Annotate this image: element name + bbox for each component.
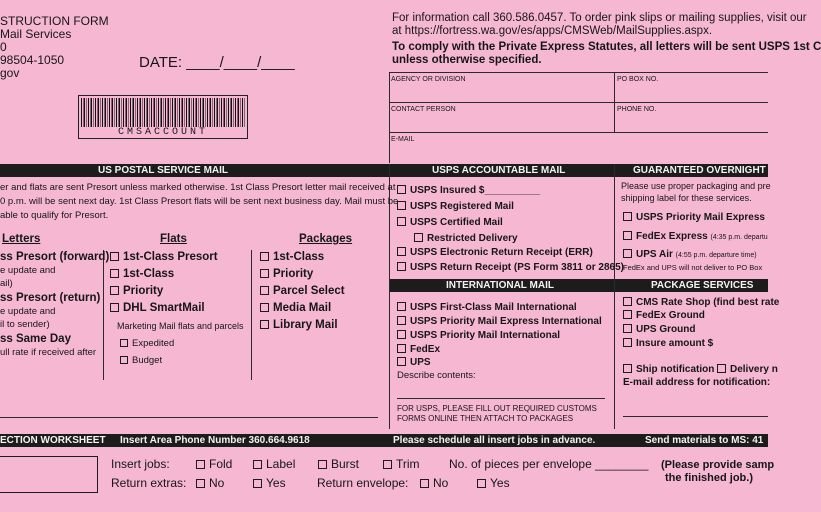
return-extras-no[interactable]: No [196, 477, 224, 489]
accountable-option[interactable]: USPS Electronic Return Receipt (ERR) [397, 247, 593, 258]
packages-option[interactable]: Media Mail [260, 303, 331, 315]
international-heading-bar [390, 279, 614, 292]
worksheet-heading: ECTION WORKSHEET [0, 435, 106, 446]
checkbox[interactable] [120, 339, 128, 347]
packages-option[interactable]: Library Mail [260, 320, 338, 332]
international-option[interactable]: USPS Priority Mail Express International [397, 316, 602, 327]
overnight-note-1: Please use proper packaging and pre [621, 181, 771, 191]
international-option[interactable]: USPS Priority Mail International [397, 330, 560, 341]
po-box-field[interactable]: PO BOX NO. [617, 76, 659, 83]
package-service-option[interactable]: UPS Ground [623, 324, 695, 335]
comply-line-1: To comply with the Private Express Statutes, all letters will be sent USPS 1st C [392, 41, 821, 53]
flats-option[interactable]: 1st-Class Presort [110, 252, 218, 264]
insert-phone: Insert Area Phone Number 360.664.9618 [120, 435, 310, 446]
org-name: Mail Services [0, 27, 72, 41]
flats-option[interactable]: Priority [110, 286, 163, 298]
accountable-heading: USPS ACCOUNTABLE MAIL [432, 165, 566, 176]
accountable-option[interactable]: USPS Certified Mail [397, 217, 503, 228]
checkbox[interactable] [623, 297, 632, 306]
checkbox[interactable] [260, 269, 269, 278]
international-option[interactable]: FedEx [397, 344, 440, 355]
date-field[interactable]: DATE: ____/____/____ [139, 54, 295, 71]
checkbox[interactable] [623, 310, 632, 319]
checkbox[interactable] [397, 330, 406, 339]
overnight-option[interactable]: UPS Air (4:55 p.m. departure time) [623, 249, 757, 260]
us-postal-heading: US POSTAL SERVICE MAIL [98, 165, 229, 176]
accountable-option[interactable]: Restricted Delivery [414, 233, 518, 244]
overnight-option[interactable]: FedEx Express (4:35 p.m. departu [623, 231, 768, 242]
notification-email-label: E-mail address for notification: [623, 377, 771, 388]
return-envelope-yes[interactable]: Yes [477, 477, 510, 489]
letters-note: ail) [0, 278, 13, 289]
international-option[interactable]: UPS [397, 357, 431, 368]
checkbox[interactable] [260, 286, 269, 295]
checkbox[interactable] [477, 479, 486, 488]
checkbox[interactable] [397, 357, 406, 366]
checkbox[interactable] [260, 252, 269, 261]
accountable-option[interactable]: USPS Insured $__________ [397, 185, 540, 196]
letters-note: ull rate if received after [0, 347, 97, 358]
barcode-bars [81, 98, 245, 127]
checkbox[interactable] [623, 324, 632, 333]
us-postal-heading-bar [0, 164, 389, 177]
return-envelope-no[interactable]: No [420, 477, 448, 489]
checkbox[interactable] [397, 217, 406, 226]
marketing-mail-label: Marketing Mail flats and parcels [117, 321, 244, 331]
checkbox[interactable] [717, 364, 726, 373]
address-line: 0 [0, 40, 7, 54]
guaranteed-heading: GUARANTEED OVERNIGHT [633, 165, 766, 176]
presort-note-3: able to qualify for Presort. [0, 210, 109, 221]
return-extras-yes[interactable]: Yes [253, 477, 286, 489]
international-option[interactable]: USPS First-Class Mail International [397, 302, 577, 313]
insert-fold-option[interactable]: Fold [196, 458, 232, 470]
address-zip: 98504-1050 [0, 53, 65, 67]
customs-note-1: FOR USPS, PLEASE FILL OUT REQUIRED CUSTOMS [397, 404, 597, 413]
flats-option[interactable]: DHL SmartMail [110, 303, 205, 315]
presort-note-1: er and flats are sent Presort unless marked otherwise. 1st Class Presort letter mail received at [0, 182, 396, 193]
send-materials-note: Send materials to MS: 41 [645, 435, 764, 446]
letters-heading: Letters [2, 233, 41, 245]
checkbox[interactable] [110, 286, 119, 295]
overnight-option[interactable]: USPS Priority Mail Express [623, 212, 765, 223]
ship-notification-option[interactable]: Ship notification [623, 364, 714, 375]
checkbox[interactable] [397, 247, 406, 256]
accountable-heading-bar [390, 164, 614, 177]
overnight-note-2: shipping label for these services. [621, 193, 752, 203]
info-line-1: For information call 360.586.0457. To order pink slips or mailing supplies, visit our [392, 12, 807, 24]
checkbox[interactable] [397, 185, 406, 194]
overnight-note-3: FedEx and UPS will not deliver to PO Box [623, 263, 763, 272]
info-line-2: at https://fortress.wa.gov/es/apps/CMSWeb/MailSupplies.aspx. [392, 25, 713, 37]
checkbox[interactable] [397, 302, 406, 311]
package-services-heading: PACKAGE SERVICES [651, 280, 754, 291]
checkbox[interactable] [397, 201, 406, 210]
letters-option-presort-return[interactable]: ss Presort (return) [0, 292, 101, 304]
email-field[interactable]: E-MAIL [391, 136, 415, 143]
checkbox[interactable] [110, 252, 119, 261]
package-service-option[interactable]: CMS Rate Shop (find best rate [623, 297, 779, 308]
checkbox[interactable] [253, 460, 262, 469]
agency-field[interactable]: AGENCY OR DIVISION [391, 76, 466, 83]
accountable-option[interactable]: USPS Registered Mail [397, 201, 514, 212]
package-service-option[interactable]: Insure amount $ [623, 338, 713, 349]
checkbox[interactable] [318, 460, 327, 469]
flats-option[interactable]: 1st-Class [110, 269, 174, 281]
flats-heading: Flats [160, 233, 187, 245]
checkbox[interactable] [260, 320, 269, 329]
checkbox[interactable] [623, 364, 632, 373]
sample-note-1: (Please provide samp [661, 459, 775, 471]
letters-option-presort-forward[interactable]: ss Presort (forward) [0, 251, 110, 263]
insert-burst-option[interactable]: Burst [318, 458, 359, 470]
letters-option-same-day[interactable]: ss Same Day [0, 333, 71, 345]
packages-option[interactable]: Priority [260, 269, 313, 281]
pieces-per-envelope-field[interactable]: No. of pieces per envelope ________ [449, 457, 649, 471]
worksheet-box[interactable] [0, 456, 98, 493]
checkbox[interactable] [623, 338, 632, 347]
accountable-option[interactable]: USPS Return Receipt (PS Form 3811 or 2865) [397, 262, 624, 273]
return-extras-label: Return extras: [111, 476, 187, 490]
checkbox[interactable] [623, 212, 632, 221]
return-envelope-label: Return envelope: [317, 476, 409, 490]
ups-departure-time: (4:55 p.m. departure time) [675, 252, 757, 259]
worksheet-bar [0, 434, 768, 447]
international-heading: INTERNATIONAL MAIL [446, 280, 554, 291]
package-services-heading-bar [615, 279, 768, 292]
sample-note-2: the finished job.) [665, 472, 753, 484]
insert-trim-option[interactable]: Trim [383, 458, 420, 470]
checkbox[interactable] [196, 460, 205, 469]
checkbox[interactable] [253, 479, 262, 488]
letters-note: e update and [0, 265, 56, 276]
checkbox[interactable] [196, 479, 205, 488]
checkbox[interactable] [110, 303, 119, 312]
fedex-departure-time: (4:35 p.m. departu [710, 234, 768, 241]
delivery-notification-option[interactable]: Delivery n [717, 364, 778, 375]
packages-option[interactable]: 1st-Class [260, 252, 324, 264]
letters-note: il to sender) [0, 319, 50, 330]
checkbox[interactable] [383, 460, 392, 469]
notification-email-input[interactable] [623, 416, 768, 417]
letters-note: e update and [0, 306, 56, 317]
checkbox[interactable] [397, 316, 406, 325]
address-web: gov [0, 66, 20, 80]
checkbox[interactable] [623, 249, 632, 258]
comply-line-2: unless otherwise specified. [392, 54, 542, 66]
packages-option[interactable]: Parcel Select [260, 286, 345, 298]
barcode [78, 95, 248, 139]
package-service-option[interactable]: FedEx Ground [623, 310, 705, 321]
checkbox[interactable] [420, 479, 429, 488]
form-title: STRUCTION FORM [0, 14, 109, 28]
contact-person-field[interactable]: CONTACT PERSON [391, 106, 456, 113]
presort-note-2: 0 p.m. will be sent next day. 1st Class Presort flats will be sent next business day. Mail must be [0, 196, 399, 207]
checkbox[interactable] [414, 233, 423, 242]
checkbox[interactable] [260, 303, 269, 312]
phone-field[interactable]: PHONE NO. [617, 106, 657, 113]
insert-jobs-label: Insert jobs: [111, 457, 170, 471]
checkbox[interactable] [110, 269, 119, 278]
packages-heading: Packages [299, 233, 353, 245]
guaranteed-heading-bar [615, 164, 768, 177]
checkbox[interactable] [120, 356, 128, 364]
flats-sub-option[interactable]: Budget [120, 356, 162, 366]
insert-label-option[interactable]: Label [253, 458, 295, 470]
checkbox[interactable] [397, 344, 406, 353]
customs-note-2: FORMS ONLINE THEN ATTACH TO PACKAGES [397, 414, 574, 423]
describe-contents-input[interactable] [397, 398, 605, 399]
barcode-text: CMSACCOUNT [117, 127, 208, 138]
checkbox[interactable] [623, 231, 632, 240]
checkbox[interactable] [397, 262, 406, 271]
describe-contents-label: Describe contents: [397, 370, 476, 381]
insert-schedule-note: Please schedule all insert jobs in advance. [393, 435, 596, 446]
flats-sub-option[interactable]: Expedited [120, 339, 174, 349]
